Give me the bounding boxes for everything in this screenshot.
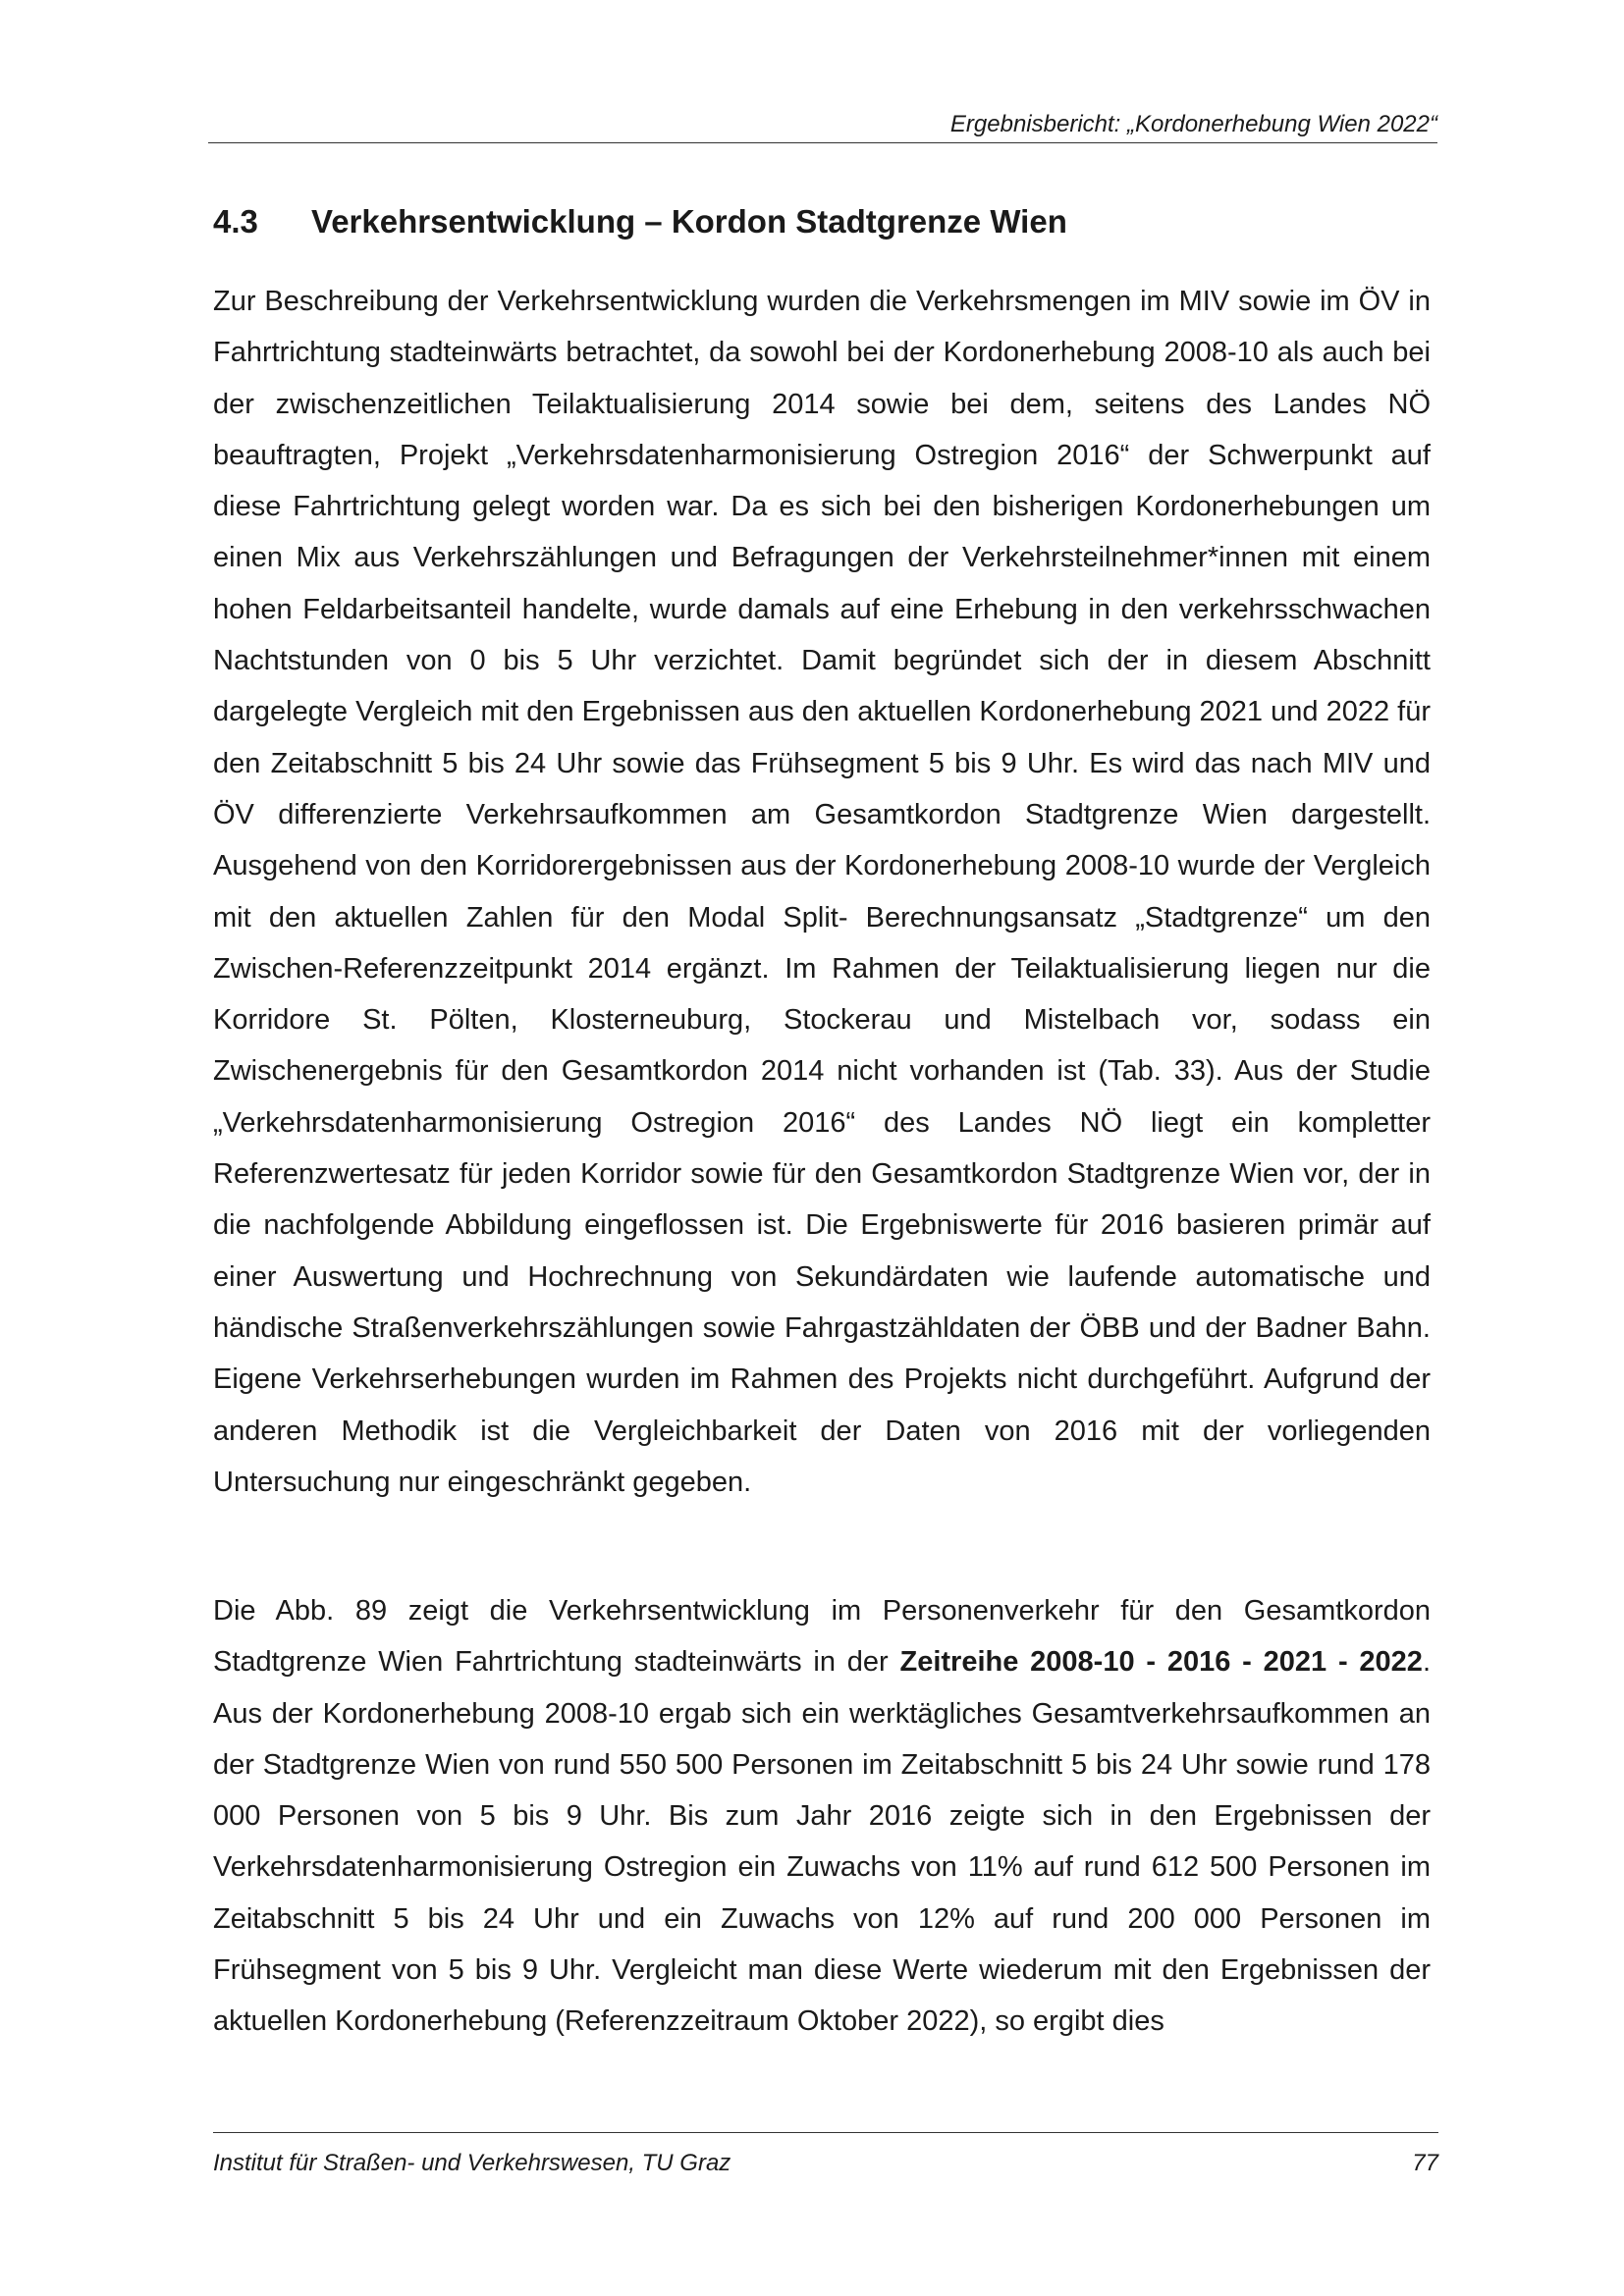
- body-paragraph-2: [213, 1585, 1431, 2048]
- header-divider: [208, 142, 1437, 143]
- paragraph-2-intro: Die Abb. 89 zeigt die Verkehrsentwicklung im Personenverkehr für den Gesamtkordon Stadtgrenze Wien Fahrtrichtung stadteinwärts in der: [213, 1595, 1431, 1679]
- footer-divider: [213, 2132, 1438, 2133]
- footer-institution: Institut für Straßen- und Verkehrswesen, TU Graz: [213, 2150, 731, 2176]
- running-header: Ergebnisbericht: „Kordonerhebung Wien 2022“: [949, 111, 1437, 137]
- paragraph-2-continuation: . Aus der Kordonerhebung 2008-10 ergab sich ein werktägliches Gesamtverkehrsaufkommen an der Stadtgrenze Wien von rund 550 500 Personen im Zeitabschnitt 5 bis 24 Uhr sowie rund 178 000 Personen von 5 bis 9 Uhr. Bis zum Jahr 2016 zeigte sich in den Ergebnissen der Verkehrsdatenharmonisierung Ostregion ein Zuwachs von 11% auf rund 612 500 Personen im Zeitabschnitt 5 bis 24 Uhr und ein Zuwachs von 12% auf rund 200 000 Personen im Frühsegment von 5 bis 9 Uhr. Vergleicht man diese Werte wiederum mit den Ergebnissen der aktuellen Kordonerhebung (Referenzzeitraum Oktober 2022), so ergibt dies: [213, 1646, 1431, 2038]
- section-title: Verkehrsentwicklung – Kordon Stadtgrenze Wien: [311, 203, 1067, 240]
- body-paragraph-1: Zur Beschreibung der Verkehrsentwicklung wurden die Verkehrsmengen im MIV sowie im ÖV in Fahrtrichtung stadteinwärts betrachtet, da sowohl bei der Kordonerhebung 2008-10 als auch bei der zwischenzeitlichen Teilaktualisierung 2014 sowie bei dem, seitens des Landes NÖ beauftragten, Projekt „Verkehrsdatenharmonisierung Ostregion 2016“ der Schwerpunkt auf diese Fahrtrichtung gelegt worden war. Da es sich bei den bisherigen Kordonerhebungen um einen Mix aus Verkehrszählungen und Befragungen der Verkehrsteilnehmer*innen mit einem hohen Feldarbeitsanteil handelte, wurde damals auf eine Erhebung in den verkehrsschwachen Nachtstunden von 0 bis 5 Uhr verzichtet. Damit begründet sich der in diesem Abschnitt dargelegte Vergleich mit den Ergebnissen aus den aktuellen Kordonerhebung 2021 und 2022 für den Zeitabschnitt 5 bis 24 Uhr sowie das Frühsegment 5 bis 9 Uhr. Es wird das nach MIV und ÖV differenzierte Verkehrsaufkommen am Gesamtkordon Stadtgrenze Wien dargestellt. Ausgehend von den Korridorergebnissen aus der Kordonerhebung 2008-10 wurde der Vergleich mit den aktuellen Zahlen für den Modal Split- Berechnungsansatz „Stadtgrenze“ um den Zwischen-Referenzzeitpunkt 2014 ergänzt. Im Rahmen der Teilaktualisierung liegen nur die Korridore St. Pölten, Klosterneuburg, Stockerau und Mistelbach vor, sodass ein Zwischenergebnis für den Gesamtkordon 2014 nicht vorhanden ist (Tab. 33). Aus der Studie „Verkehrsdatenharmonisierung Ostregion 2016“ des Landes NÖ liegt ein kompletter Referenzwertesatz für jeden Korridor sowie für den Gesamtkordon Stadtgrenze Wien vor, der in die nachfolgende Abbildung eingeflossen ist. Die Ergebniswerte für 2016 basieren primär auf einer Auswertung und Hochrechnung von Sekundärdaten wie laufende automatische und händische Straßenverkehrszählungen sowie Fahrgastzähldaten der ÖBB und der Badner Bahn. Eigene Verkehrserhebungen wurden im Rahmen des Projekts nicht durchgeführt. Aufgrund der anderen Methodik ist die Vergleichbarkeit der Daten von 2016 mit der vorliegenden Untersuchung nur eingeschränkt gegeben.: [213, 286, 1431, 1498]
- page-number: 77: [1412, 2150, 1438, 2176]
- section-heading: [213, 202, 1431, 241]
- time-series-emphasis: Zeitreihe 2008-10 - 2016 - 2021 - 2022: [899, 1646, 1423, 1679]
- section-number: 4.3: [213, 203, 258, 240]
